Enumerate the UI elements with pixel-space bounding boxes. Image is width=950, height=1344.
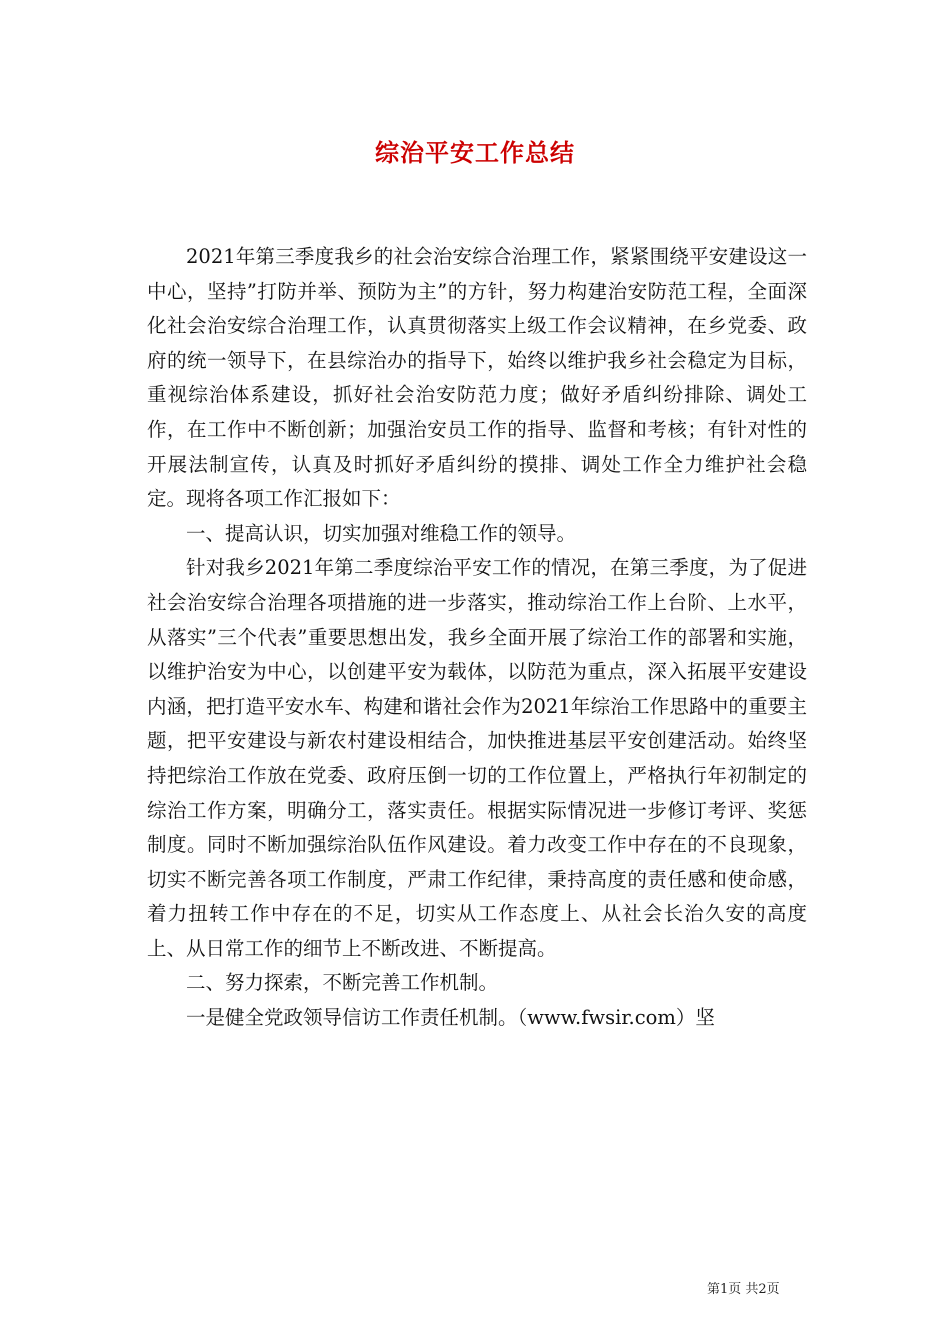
paragraph-section-2: 一是健全党政领导信访工作责任机制。（www.fwsir.com）坚 xyxy=(186,1006,715,1030)
page-indicator: 第1页 共2页 xyxy=(707,1282,780,1297)
section-heading-1: 一、提高认识，切实加强对维稳工作的领导。 xyxy=(186,521,577,545)
document-title: 综治平安工作总结 xyxy=(375,139,575,167)
paragraph-section-1: 针对我乡2021年第二季度综治平安工作的情况，在第三季度，为了促进社会治安综合治理各项措施的进一步落实，推动综治工作上台阶、上水平，从落实”三个代表”重要思想出发，我乡全面开展了综治工作的部署和实施，以维护治安为中心，以创建平安为载体，以防范为重点，深入拓展平安建设内涵，把打造平安水车、构建和谐社会作为2021年综治工作思路中的重要主题，把平安建设与新农村建设相结合，加快推进基层平安创建活动。始终坚持把综治工作放在党委、政府压倒一切的工作位置上，严格执行年初制定的综治工作方案，明确分工，落实责任。根据实际情况进一步修订考评、奖惩制度。同时不断加强综治队伍作风建设。着力改变工作中存在的不良现象，切实不断完善各项工作制度，严肃工作纪律，秉持高度的责任感和使命感，着力扭转工作中存在的不足，切实从工作态度上、从社会长治久安的高度上、从日常工作的细节上不断改进、不断提高。 xyxy=(147,556,807,960)
document-body xyxy=(147,240,807,1036)
section-heading-2: 二、努力探索，不断完善工作机制。 xyxy=(186,971,499,995)
paragraph-intro: 2021年第三季度我乡的社会治安综合治理工作，紧紧围绕平安建设这一中心，坚持”打防并举、预防为主”的方针，努力构建治安防范工程，全面深化社会治安综合治理工作，认真贯彻落实上级工作会议精神，在乡党委、政府的统一领导下，在县综治办的指导下，始终以维护我乡社会稳定为目标，重视综治体系建设，抓好社会治安防范力度；做好矛盾纠纷排除、调处工作，在工作中不断创新；加强治安员工作的指导、监督和考核；有针对性的开展法制宣传，认真及时抓好矛盾纠纷的摸排、调处工作全力维护社会稳定。现将各项工作汇报如下： xyxy=(147,245,807,511)
